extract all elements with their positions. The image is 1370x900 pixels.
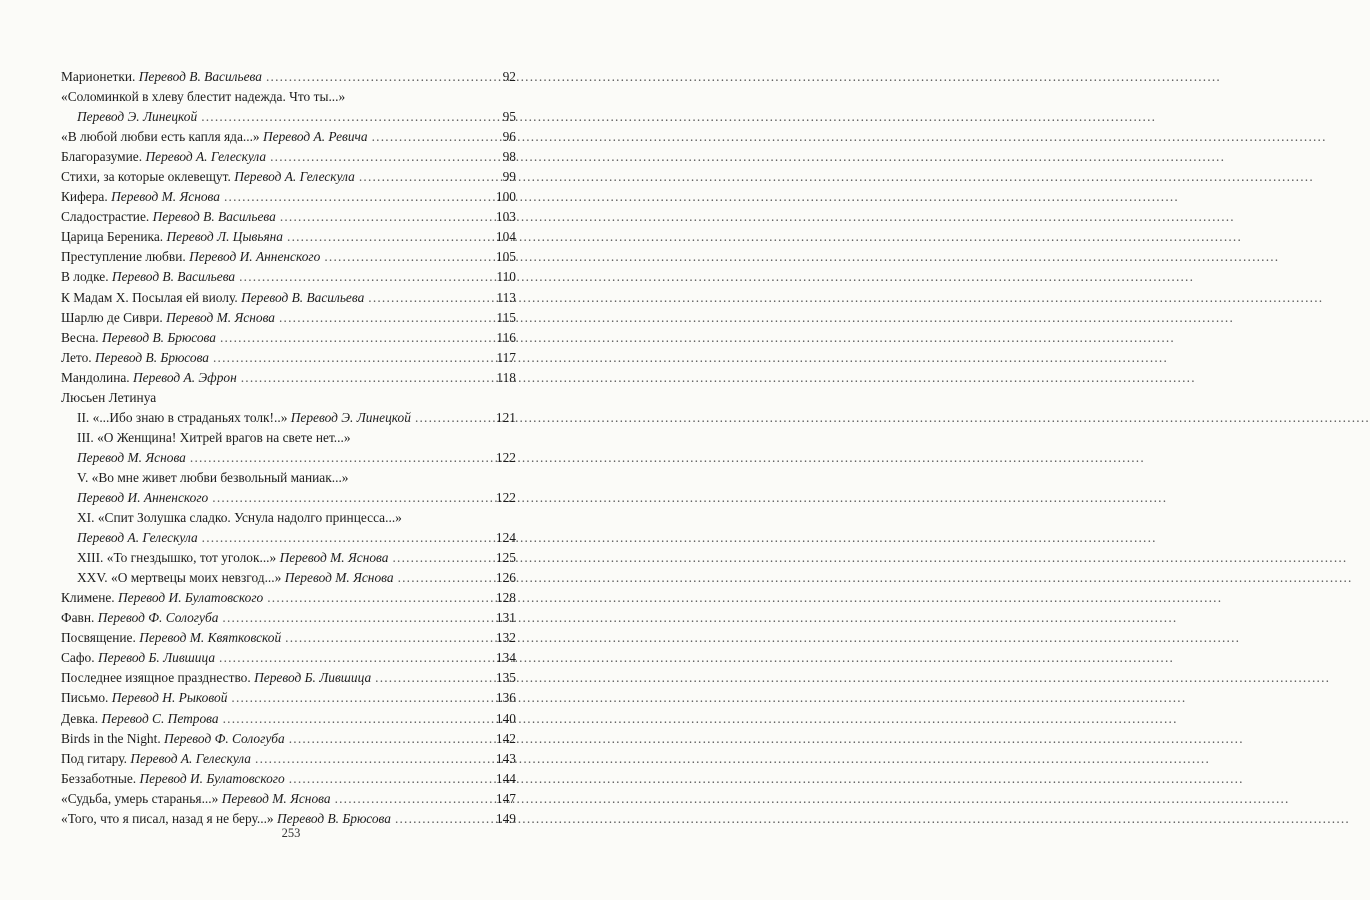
entry-text bbox=[61, 247, 320, 267]
entry-title: Под гитару. bbox=[61, 750, 127, 766]
entry-text bbox=[61, 127, 368, 147]
entry-translator: Перевод В. Брюсова bbox=[276, 810, 391, 826]
entry-title: «Того, что я писал, назад я не беру...» bbox=[61, 810, 274, 826]
toc-entry bbox=[61, 729, 516, 749]
entry-number: III. bbox=[77, 429, 94, 445]
entry-text bbox=[61, 207, 276, 227]
leader-dots bbox=[375, 668, 492, 688]
entry-text bbox=[77, 548, 388, 568]
entry-translator: Перевод М. Яснова bbox=[111, 189, 220, 205]
entry-translator: Перевод А. Ревича bbox=[262, 129, 368, 145]
entry-title: К Мадам Х. Посылая ей виолу. bbox=[61, 289, 238, 305]
entry-text bbox=[61, 769, 285, 789]
entry-translator: Перевод Н. Рыковой bbox=[111, 690, 228, 706]
toc-entry bbox=[61, 328, 516, 348]
toc-entry-line bbox=[61, 87, 516, 107]
entry-title: Письмо. bbox=[61, 690, 109, 706]
toc-entry bbox=[61, 227, 516, 247]
entry-page: 99 bbox=[502, 169, 516, 185]
toc-entry bbox=[61, 308, 516, 328]
entry-page: 136 bbox=[495, 690, 516, 706]
entry-translator: Перевод Ф. Сологуба bbox=[97, 610, 219, 626]
entry-title: «Спит Золушка сладко. Уснула надолго принцесса...» bbox=[97, 510, 402, 526]
entry-page: 142 bbox=[495, 730, 516, 746]
entry-text bbox=[61, 729, 285, 749]
entry-text bbox=[61, 267, 235, 287]
entry-title: «То гнездышко, тот уголок...» bbox=[106, 550, 277, 566]
entry-translator: Перевод В. Васильева bbox=[152, 209, 276, 225]
toc-entry bbox=[61, 187, 516, 207]
entry-page: 143 bbox=[495, 750, 516, 766]
entry-translator: Перевод И. Анненского bbox=[189, 249, 321, 265]
entry-title: «Во мне живет любви безвольный маниак...» bbox=[91, 469, 349, 485]
leader-dots bbox=[220, 328, 492, 348]
entry-title: Кифера. bbox=[61, 189, 108, 205]
leader-dots bbox=[289, 729, 492, 749]
leader-dots bbox=[287, 227, 492, 247]
entry-title: Климене. bbox=[61, 590, 115, 606]
entry-text bbox=[61, 588, 263, 608]
entry-title: Посвящение. bbox=[61, 630, 136, 646]
entry-text bbox=[61, 749, 251, 769]
toc-entry bbox=[61, 247, 516, 267]
entry-translator: Перевод И. Булатовского bbox=[118, 590, 264, 606]
entry-text bbox=[61, 709, 219, 729]
entry-number: V. bbox=[77, 469, 89, 485]
entry-translator: Перевод Э. Линецкой bbox=[77, 109, 198, 125]
toc-entry bbox=[61, 267, 516, 287]
toc-entry-line bbox=[61, 448, 516, 468]
leader-dots bbox=[202, 528, 492, 548]
entry-translator: Перевод А. Гелескула bbox=[77, 530, 198, 546]
entry-page: 122 bbox=[495, 449, 516, 465]
entry-title: «Судьба, умерь старанья...» bbox=[61, 790, 219, 806]
entry-text bbox=[61, 167, 355, 187]
entry-text bbox=[77, 568, 394, 588]
entry-page: 124 bbox=[495, 530, 516, 546]
leader-dots bbox=[285, 628, 492, 648]
leader-dots bbox=[266, 67, 499, 87]
entry-title: Сафо. bbox=[61, 650, 95, 666]
leader-dots bbox=[222, 608, 492, 628]
entry-number: XI. bbox=[77, 510, 95, 526]
entry-translator: Перевод М. Яснова bbox=[166, 309, 275, 325]
entry-title: Царица Береника. bbox=[61, 229, 164, 245]
entry-title: Шарлю де Сиври. bbox=[61, 309, 163, 325]
entry-text bbox=[61, 628, 281, 648]
entry-title: Благоразумие. bbox=[61, 149, 143, 165]
entry-page: 118 bbox=[496, 369, 516, 385]
entry-page: 135 bbox=[495, 670, 516, 686]
entry-text bbox=[61, 308, 275, 328]
entry-page: 100 bbox=[495, 189, 516, 205]
entry-page: 95 bbox=[502, 109, 516, 125]
entry-title: Сладострастие. bbox=[61, 209, 150, 225]
leader-dots bbox=[267, 588, 492, 608]
entry-page: 92 bbox=[502, 69, 516, 84]
toc-entry bbox=[61, 588, 516, 608]
entry-title-wrap bbox=[77, 468, 349, 488]
entry-translator: Перевод С. Петрова bbox=[101, 710, 219, 726]
entry-title: Последнее изящное празднество. bbox=[61, 670, 251, 686]
leader-dots bbox=[289, 769, 492, 789]
entry-title: Весна. bbox=[61, 329, 99, 345]
toc-entry bbox=[61, 368, 516, 388]
entry-text bbox=[61, 608, 218, 628]
entry-page: 147 bbox=[495, 790, 516, 806]
entry-title: В лодке. bbox=[61, 269, 109, 285]
toc-entry bbox=[61, 408, 516, 428]
entry-title: Стихи, за которые оклевещут. bbox=[61, 169, 231, 185]
leader-dots bbox=[190, 448, 492, 468]
entry-text bbox=[61, 368, 237, 388]
entry-title: Марионетки. bbox=[61, 69, 136, 84]
leader-dots bbox=[335, 789, 492, 809]
toc-entry bbox=[61, 648, 516, 668]
toc-entry bbox=[61, 749, 516, 769]
entry-text bbox=[61, 348, 209, 368]
toc-entry bbox=[61, 628, 516, 648]
entry-text bbox=[61, 789, 331, 809]
entry-translator: Перевод Э. Линецкой bbox=[290, 409, 411, 425]
toc-entry bbox=[61, 67, 516, 87]
entry-title-wrap bbox=[77, 428, 351, 448]
toc-entry-line bbox=[61, 428, 516, 448]
entry-translator: Перевод М. Яснова bbox=[284, 570, 394, 586]
entry-title: «О мертвецы моих невзгод...» bbox=[111, 570, 282, 586]
table-of-contents bbox=[61, 67, 516, 829]
entry-number: XIII. bbox=[77, 550, 104, 566]
entry-title: Фавн. bbox=[61, 610, 95, 626]
entry-translator: Перевод А. Эфрон bbox=[133, 369, 237, 385]
entry-page: 116 bbox=[496, 329, 516, 345]
toc-entry bbox=[61, 167, 516, 187]
entry-text bbox=[61, 668, 371, 688]
leader-dots bbox=[223, 709, 492, 729]
toc-entry bbox=[61, 709, 516, 729]
toc-entry bbox=[61, 127, 516, 147]
toc-entry-line bbox=[61, 508, 516, 528]
toc-entry-line bbox=[61, 107, 516, 127]
entry-title: Девка. bbox=[61, 710, 99, 726]
toc-entry bbox=[61, 288, 516, 308]
leader-dots bbox=[392, 548, 491, 568]
toc-entry bbox=[61, 769, 516, 789]
entry-translator: Перевод В. Васильева bbox=[241, 289, 365, 305]
entry-translator: Перевод В. Брюсова bbox=[101, 329, 216, 345]
toc-entry bbox=[61, 548, 516, 568]
entry-title: Birds in the Night. bbox=[61, 730, 161, 746]
toc-entry bbox=[61, 608, 516, 628]
entry-page: 131 bbox=[495, 610, 516, 626]
entry-number: XXV. bbox=[77, 570, 108, 586]
leader-dots bbox=[415, 408, 492, 428]
toc-entry-line bbox=[61, 468, 516, 488]
toc-entry bbox=[61, 688, 516, 708]
toc-entry bbox=[61, 668, 516, 688]
entry-translator: Перевод А. Гелескула bbox=[234, 169, 355, 185]
entry-page: 126 bbox=[495, 570, 516, 586]
entry-translator: Перевод Б. Лившица bbox=[254, 670, 372, 686]
leader-dots bbox=[398, 568, 492, 588]
entry-translator: Перевод М. Яснова bbox=[221, 790, 331, 806]
leader-dots bbox=[212, 488, 492, 508]
entry-page: 140 bbox=[495, 710, 516, 726]
entry-translator: Перевод А. Гелескула bbox=[145, 149, 267, 165]
entry-title-wrap bbox=[77, 508, 402, 528]
entry-text bbox=[61, 328, 216, 348]
entry-translator: Перевод И. Булатовского bbox=[139, 770, 285, 786]
entry-translator: Перевод М. Яснова bbox=[279, 550, 389, 566]
entry-translator: Перевод А. Гелескула bbox=[130, 750, 252, 766]
entry-page: 121 bbox=[495, 409, 516, 425]
section-heading bbox=[61, 388, 516, 408]
entry-page: 117 bbox=[496, 349, 516, 365]
entry-page: 125 bbox=[495, 550, 516, 566]
entry-page: 115 bbox=[496, 309, 516, 325]
leader-dots bbox=[368, 288, 492, 308]
entry-text bbox=[61, 227, 283, 247]
leader-dots bbox=[279, 308, 492, 328]
entry-text bbox=[77, 408, 411, 428]
entry-translator: Перевод М. Яснова bbox=[77, 449, 186, 465]
entry-page: 149 bbox=[495, 810, 516, 826]
entry-page: 113 bbox=[496, 289, 516, 305]
entry-text bbox=[61, 187, 220, 207]
entry-title: Преступление любви. bbox=[61, 249, 186, 265]
entry-translator: Перевод В. Брюсова bbox=[95, 349, 209, 365]
leader-dots bbox=[219, 648, 492, 668]
entry-translator: Перевод М. Квятковской bbox=[139, 630, 282, 646]
entry-title-wrap bbox=[61, 87, 345, 107]
toc-entry bbox=[61, 147, 516, 167]
entry-page: 96 bbox=[502, 129, 516, 145]
entry-title: «...Ибо знаю в страданьях толк!..» bbox=[92, 409, 288, 425]
entry-title: Лето. bbox=[61, 349, 92, 365]
entry-text bbox=[61, 67, 262, 87]
leader-dots bbox=[280, 207, 492, 227]
toc-entry bbox=[61, 348, 516, 368]
entry-title: «О Женщина! Хитрей врагов на свете нет...» bbox=[97, 429, 351, 445]
entry-translator: Перевод Б. Лившица bbox=[97, 650, 216, 666]
entry-translator: Перевод В. Васильева bbox=[111, 269, 236, 285]
entry-page: 128 bbox=[495, 590, 516, 606]
toc-entry bbox=[61, 568, 516, 588]
section-title: Люсьен Летинуа bbox=[61, 389, 157, 405]
entry-page: 103 bbox=[495, 209, 516, 225]
entry-title: «В любой любви есть капля яда...» bbox=[61, 129, 260, 145]
toc-entry-line bbox=[61, 488, 516, 508]
entry-title: «Соломинкой в хлеву блестит надежда. Что ты...» bbox=[61, 89, 346, 105]
entry-page: 105 bbox=[495, 249, 516, 265]
entry-page: 132 bbox=[495, 630, 516, 646]
toc-entry-line bbox=[61, 528, 516, 548]
leader-dots bbox=[372, 127, 499, 147]
leader-dots bbox=[324, 247, 492, 267]
entry-translator: Перевод В. Васильева bbox=[138, 69, 262, 84]
entry-text bbox=[61, 288, 364, 308]
page-number: 253 bbox=[281, 826, 301, 840]
entry-text bbox=[61, 648, 215, 668]
entry-translator: Перевод И. Анненского bbox=[77, 489, 209, 505]
leader-dots bbox=[201, 107, 498, 127]
toc-entry bbox=[61, 789, 516, 809]
entry-title: Беззаботные. bbox=[61, 770, 137, 786]
leader-dots bbox=[241, 368, 493, 388]
leader-dots bbox=[224, 187, 492, 207]
leader-dots bbox=[213, 348, 492, 368]
leader-dots bbox=[270, 147, 498, 167]
leader-dots bbox=[359, 167, 499, 187]
toc-entry bbox=[61, 207, 516, 227]
entry-translator: Перевод Ф. Сологуба bbox=[164, 730, 285, 746]
entry-translator: Перевод Л. Цывьяна bbox=[166, 229, 284, 245]
entry-page: 110 bbox=[496, 269, 516, 285]
leader-dots bbox=[231, 688, 492, 708]
entry-page: 144 bbox=[495, 770, 516, 786]
entry-page: 98 bbox=[502, 149, 516, 165]
entry-text bbox=[61, 147, 266, 167]
entry-title: Мандолина. bbox=[61, 369, 130, 385]
leader-dots bbox=[239, 267, 492, 287]
entry-number: II. bbox=[77, 409, 90, 425]
entry-page: 134 bbox=[495, 650, 516, 666]
entry-page: 122 bbox=[495, 489, 516, 505]
entry-text bbox=[61, 688, 227, 708]
entry-page: 104 bbox=[495, 229, 516, 245]
leader-dots bbox=[255, 749, 492, 769]
